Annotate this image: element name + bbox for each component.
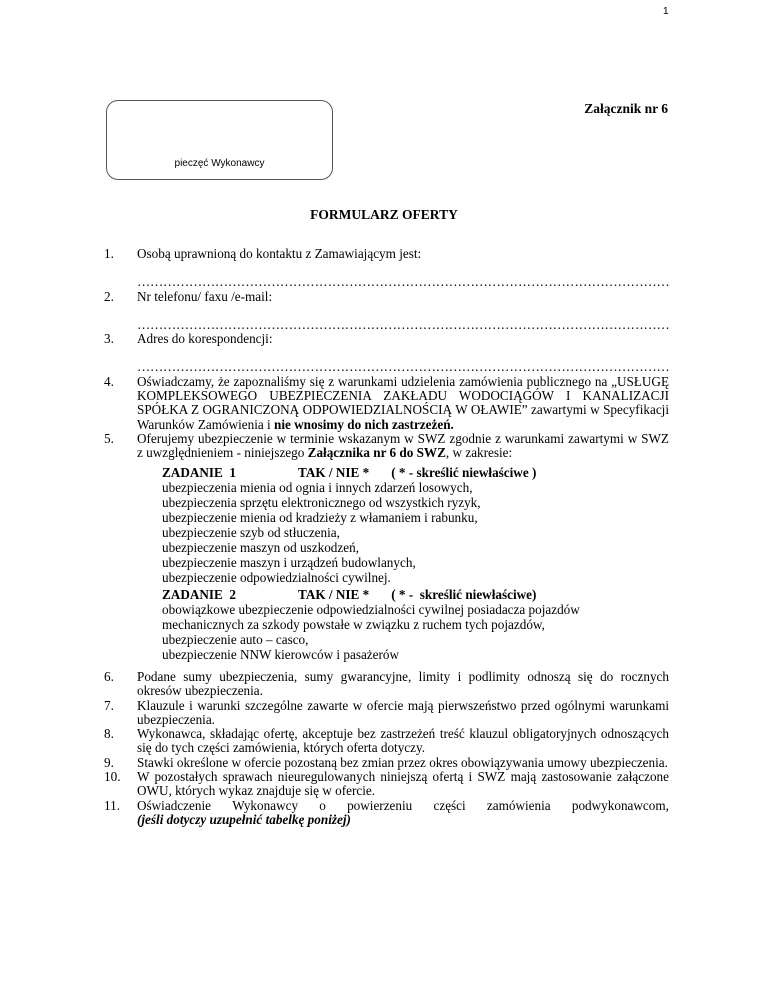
item-number: 1. bbox=[104, 246, 114, 261]
item-number: 9. bbox=[104, 754, 114, 770]
list-item bbox=[104, 318, 669, 347]
item-text: Oferujemy ubezpieczenie w terminie wskazanym w SWZ zgodnie z warunkami zawartymi w SWZ z uwzględnieniem - niniejszego Załącznika nr 6 do SWZ, w zakresie: bbox=[137, 430, 669, 461]
list-item bbox=[104, 670, 669, 699]
form-items-top bbox=[104, 247, 669, 461]
list-item bbox=[104, 275, 669, 304]
item-number: 7. bbox=[104, 697, 114, 713]
list-item bbox=[104, 727, 669, 756]
task-2-line: ubezpieczenie NNW kierowców i pasażerów bbox=[162, 647, 400, 662]
task-1-line: ubezpieczenie maszyn i urządzeń budowlanych, bbox=[162, 555, 416, 570]
item-note: (jeśli dotyczy uzupełnić tabelkę poniżej) bbox=[137, 811, 351, 827]
task-2-header: ZADANIE 2 TAK / NIE * ( * - skreślić niewłaściwe) bbox=[162, 587, 537, 602]
contractor-stamp-box bbox=[106, 100, 333, 180]
item-text: Osobą uprawnioną do kontaktu z Zamawiającym jest: bbox=[137, 246, 422, 261]
list-item bbox=[104, 247, 669, 261]
task-1-line: ubezpieczenie maszyn od uszkodzeń, bbox=[162, 540, 359, 555]
list-item bbox=[104, 770, 669, 799]
task-1-line: ubezpieczenie szyb od stłuczenia, bbox=[162, 525, 340, 540]
task-1-header: ZADANIE 1 TAK / NIE * ( * - skreślić niewłaściwe ) bbox=[162, 465, 537, 480]
task-2-block bbox=[162, 587, 580, 662]
item-text: Oświadczenie Wykonawcy o powierzeniu części zamówienia podwykonawcom, bbox=[137, 797, 669, 813]
form-items-bottom bbox=[104, 670, 669, 827]
item-number: 5. bbox=[104, 430, 114, 446]
item-text: Oświadczamy, że zapoznaliśmy się z warunkami udzielenia zamówienia publicznego na „USŁUGĘ KOMPLEKSOWEGO UBEZPIECZENIA ZAKŁADU WODOCIĄGÓW I KANALIZACJI SPÓŁKA Z OGRANICZONĄ ODPOWIEDZIALNOŚCIĄ W OŁAWIE” zawartymi w Specyfikacji Warunków Zamówienia i nie wnosimy do nich zastrzeżeń. bbox=[137, 373, 669, 432]
list-item bbox=[104, 432, 669, 461]
fill-in-line: …………………………………………………………………………………………………………… bbox=[137, 317, 669, 332]
item-number: 4. bbox=[104, 373, 114, 389]
task-2-line: ubezpieczenie auto – casco, bbox=[162, 632, 309, 647]
list-item bbox=[104, 699, 669, 728]
fill-in-line: …………………………………………………………………………………………………………… bbox=[137, 275, 669, 290]
annex-title: Załącznik nr 6 bbox=[584, 101, 668, 116]
item-text: Nr telefonu/ faxu /e-mail: bbox=[137, 288, 273, 304]
task-1-line: ubezpieczenie odpowiedzialności cywilnej. bbox=[162, 570, 391, 585]
item-number: 6. bbox=[104, 669, 114, 684]
item-text: W pozostałych sprawach nieuregulowanych niniejszą ofertą i SWZ mają zastosowanie załączone OWU, których wykaz znajduje się w ofercie. bbox=[137, 769, 669, 799]
item-number: 8. bbox=[104, 726, 114, 742]
list-item bbox=[104, 756, 669, 770]
task-1-line: ubezpieczenia sprzętu elektronicznego od wszystkich ryzyk, bbox=[162, 495, 481, 510]
item-text: Wykonawca, składając ofertę, akceptuje bez zastrzeżeń treść klauzul obligatoryjnych odnoszących się do tych części zamówienia, których oferta dotyczy. bbox=[137, 726, 669, 756]
item-text: Klauzule i warunki szczególne zawarte w ofercie mają pierwszeństwo przed ogólnymi warunkami ubezpieczenia. bbox=[137, 697, 669, 727]
list-item bbox=[104, 799, 669, 828]
task-1-line: ubezpieczenie mienia od kradzieży z włamaniem i rabunku, bbox=[162, 510, 478, 525]
task-2-line: obowiązkowe ubezpieczenie odpowiedzialności cywilnej posiadacza pojazdów bbox=[162, 602, 580, 617]
item-number: 10. bbox=[104, 769, 121, 785]
item-text: Stawki określone w ofercie pozostaną bez zmian przez okres obowiązywania umowy ubezpieczenia. bbox=[137, 754, 668, 770]
form-title: FORMULARZ OFERTY bbox=[310, 207, 458, 222]
item-number: 3. bbox=[104, 331, 114, 347]
task-1-block bbox=[162, 465, 536, 585]
list-item bbox=[104, 360, 669, 431]
item-number: 11. bbox=[104, 797, 120, 813]
stamp-label: pieczęć Wykonawcy bbox=[174, 158, 265, 169]
task-1-line: ubezpieczenia mienia od ognia i innych zdarzeń losowych, bbox=[162, 480, 473, 495]
task-2-line: mechanicznych za szkody powstałe w związku z ruchem tych pojazdów, bbox=[162, 617, 545, 632]
item-text: Adres do korespondencji: bbox=[137, 331, 273, 347]
item-number: 2. bbox=[104, 288, 114, 304]
page-number: 1 bbox=[663, 6, 669, 17]
fill-in-line: …………………………………………………………………………………………………………… bbox=[137, 360, 669, 375]
item-text: Podane sumy ubezpieczenia, sumy gwarancyjne, limity i podlimity odnoszą się do rocznych okresów ubezpieczenia. bbox=[137, 669, 669, 699]
